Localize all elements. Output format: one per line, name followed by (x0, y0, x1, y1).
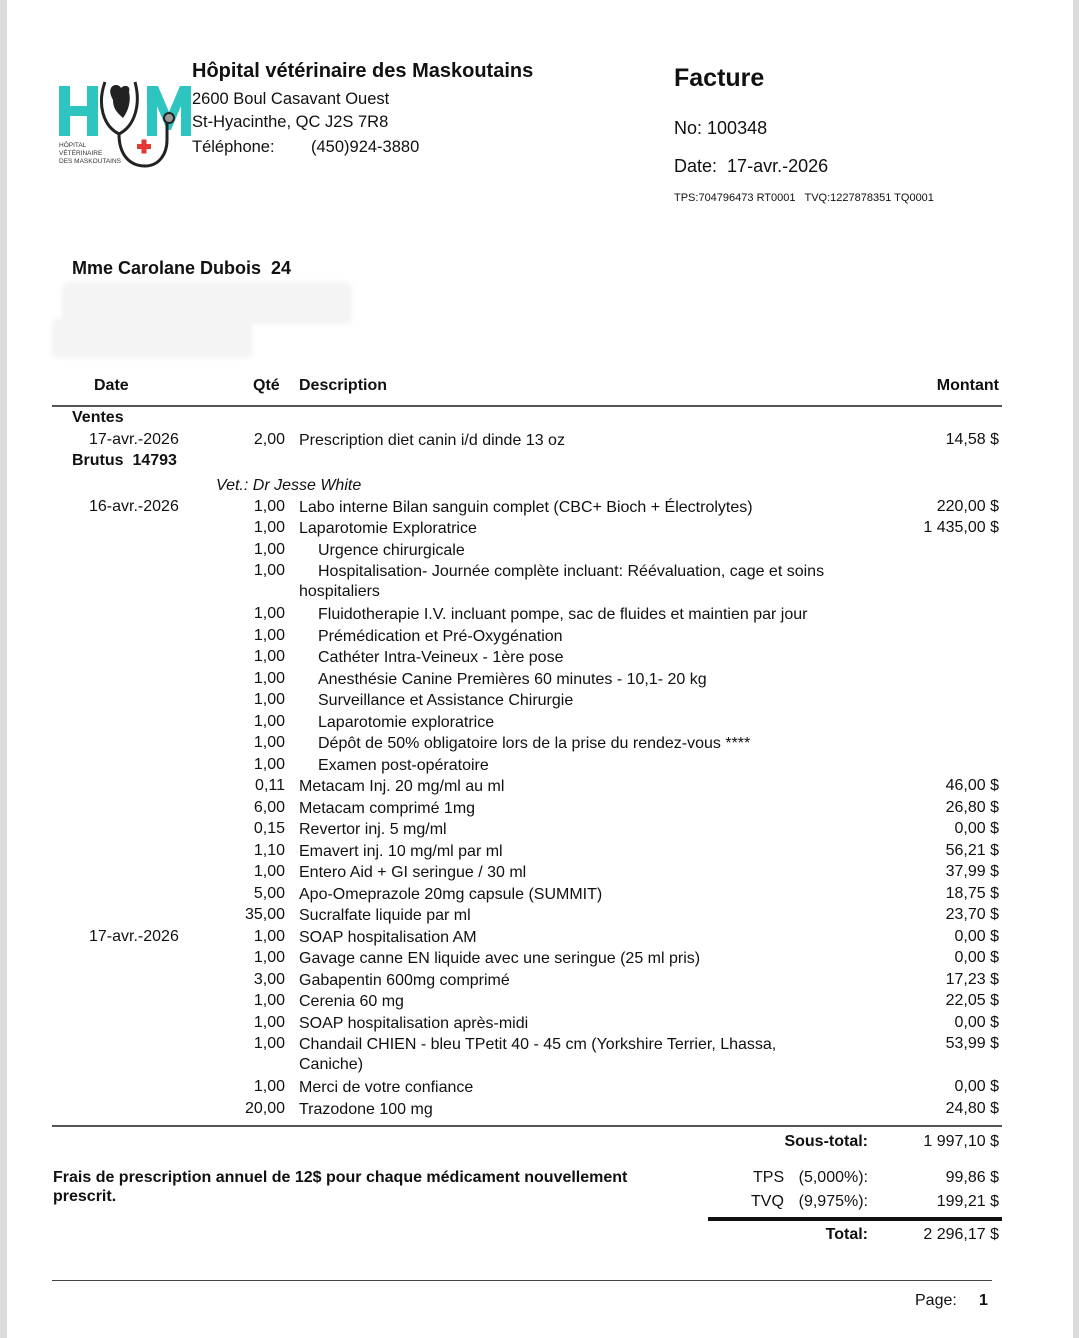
row-amount: 23,70 $ (945, 906, 999, 923)
page-label: Page: (915, 1292, 957, 1309)
row-date: 16-avr.-2026 (89, 497, 179, 515)
row-description: SOAP hospitalisation après-midi (299, 1014, 529, 1032)
row-qty: 1,00 (253, 992, 285, 1009)
tps-label: TPS (753, 1169, 785, 1186)
row-amount: 17,23 $ (945, 970, 999, 988)
total-label: Total: (825, 1226, 868, 1243)
row-amount: 18,75 $ (945, 884, 999, 902)
clinic-phone-label: Téléphone: (192, 138, 275, 156)
row-description: Prescription diet canin i/d dinde 13 oz (299, 431, 565, 449)
table-row (7, 1013, 1073, 1035)
tvq-rate: (9,975%): (798, 1193, 868, 1210)
row-qty: 1,00 (253, 691, 285, 708)
table-row (7, 518, 1073, 540)
footer-divider (52, 1280, 992, 1281)
tps-value: 99,86 $ (945, 1169, 999, 1186)
table-row (7, 540, 1073, 562)
hvm-logo-icon (57, 74, 197, 174)
table-row (7, 690, 1073, 712)
row-qty: 1,00 (253, 1078, 285, 1095)
patient-heading (7, 451, 1073, 473)
table-row (7, 733, 1073, 755)
row-qty: 2,00 (253, 430, 285, 448)
table-row (7, 669, 1073, 691)
row-amount: 53,99 $ (945, 1035, 999, 1052)
row-qty: 1,00 (253, 755, 285, 773)
invoice-title: Facture (674, 64, 765, 92)
table-row (7, 1034, 1073, 1077)
row-description: Metacam comprimé 1mg (299, 799, 476, 817)
tvq-label: TVQ (751, 1193, 784, 1210)
invoice-date-label: Date: (674, 156, 718, 176)
clinic-address-line2: St-Hyacinthe, QC J2S 7R8 (192, 113, 389, 131)
row-qty: 1,00 (253, 1013, 285, 1031)
row-qty: 1,00 (253, 540, 285, 558)
row-amount: 220,00 $ (936, 497, 999, 515)
invoice-lines (7, 408, 1073, 1120)
svg-text:DES MASKOUTAINS: DES MASKOUTAINS (59, 158, 122, 165)
row-description: Cathéter Intra-Veineux - 1ère pose (318, 649, 564, 666)
row-qty: 1,00 (253, 863, 285, 880)
row-description: Laparotomie exploratrice (318, 713, 495, 731)
table-row (7, 776, 1073, 798)
row-qty: 1,00 (253, 497, 285, 515)
row-date: 17-avr.-2026 (89, 430, 179, 448)
row-qty: 6,00 (253, 798, 285, 816)
row-description: Sucralfate liquide par ml (299, 907, 471, 924)
row-amount: 14,58 $ (945, 430, 999, 448)
table-row (7, 497, 1073, 519)
subtotal-value: 1 997,10 $ (923, 1133, 999, 1150)
row-description: Merci de votre confiance (299, 1079, 474, 1096)
row-description: Cerenia 60 mg (299, 993, 404, 1010)
table-row (7, 1077, 1073, 1099)
row-qty: 1,00 (253, 519, 285, 536)
row-date: 17-avr.-2026 (89, 927, 179, 945)
row-description: Surveillance et Assistance Chirurgie (318, 692, 574, 709)
section-heading-sales (7, 408, 1073, 430)
total-divider (708, 1217, 1002, 1221)
table-row (7, 905, 1073, 927)
page-number: 1 (979, 1292, 988, 1309)
table-row (7, 1099, 1073, 1121)
row-amount: 0,00 $ (954, 1013, 999, 1031)
tps-rate: (5,000%): (798, 1169, 868, 1186)
row-qty: 1,10 (253, 841, 285, 859)
row-description: Gabapentin 600mg comprimé (299, 971, 510, 989)
row-amount: 0,00 $ (954, 949, 999, 966)
column-header-description: Description (299, 377, 388, 394)
row-qty: 0,15 (253, 820, 285, 837)
row-description: Anesthésie Canine Premières 60 minutes - 10,1- 20 kg (318, 670, 707, 688)
table-row (7, 948, 1073, 970)
row-qty: 1,00 (253, 605, 285, 622)
row-qty: 1,00 (253, 949, 285, 966)
clinic-phone: (450)924-3880 (311, 138, 420, 156)
row-qty: 35,00 (244, 906, 285, 923)
row-qty: 1,00 (253, 562, 285, 579)
row-description: Laparotomie Exploratrice (299, 520, 477, 537)
row-description: Chandail CHIEN - bleu TPetit 40 - 45 cm (Yorkshire Terrier, Lhassa, Caniche) (299, 1036, 777, 1073)
row-description: SOAP hospitalisation AM (299, 928, 477, 946)
row-amount: 24,80 $ (945, 1099, 999, 1117)
clinic-address-line1: 2600 Boul Casavant Ouest (192, 90, 390, 108)
table-row (7, 991, 1073, 1013)
table-row (7, 626, 1073, 648)
row-description: Metacam Inj. 20 mg/ml au ml (299, 778, 505, 795)
header-divider (52, 405, 1002, 407)
invoice-number-value: 100348 (707, 118, 768, 138)
table-row (7, 819, 1073, 841)
subtotal-label: Sous-total: (784, 1133, 868, 1150)
clinic-logo (57, 74, 197, 174)
row-qty: 1,00 (253, 712, 285, 730)
column-header-amount: Montant (936, 377, 999, 394)
client-name: Mme Carolane Dubois 24 (72, 258, 292, 278)
row-qty: 1,00 (253, 626, 285, 644)
table-row (7, 927, 1073, 949)
patient-name: Brutus 14793 (72, 452, 177, 469)
row-qty: 1,00 (253, 927, 285, 945)
row-qty: 0,11 (255, 777, 285, 794)
prescription-fee-note: Frais de prescription annuel de 12$ pour chaque médicament nouvellement prescrit. (53, 1169, 628, 1205)
table-row (7, 712, 1073, 734)
invoice-page (7, 0, 1073, 1338)
row-qty: 1,00 (253, 1035, 285, 1052)
row-description: Emavert inj. 10 mg/ml par ml (299, 842, 503, 860)
row-amount: 56,21 $ (945, 841, 999, 859)
row-amount: 0,00 $ (954, 1078, 999, 1095)
invoice-number (674, 118, 767, 139)
row-description: Apo-Omeprazole 20mg capsule (SUMMIT) (299, 885, 603, 903)
table-row (7, 798, 1073, 820)
row-qty: 20,00 (244, 1099, 285, 1117)
row-qty: 1,00 (253, 669, 285, 687)
row-description: Urgence chirurgicale (318, 541, 465, 559)
row-description: Gavage canne EN liquide avec une seringue (25 ml pris) (299, 950, 701, 967)
row-description: Entero Aid + GI seringue / 30 ml (299, 864, 527, 881)
tvq-value: 199,21 $ (936, 1193, 999, 1210)
row-amount: 0,00 $ (954, 927, 999, 945)
section-label: Ventes (72, 409, 124, 426)
table-row (7, 862, 1073, 884)
row-amount: 0,00 $ (954, 820, 999, 837)
row-amount: 37,99 $ (945, 863, 999, 880)
row-qty: 5,00 (253, 884, 285, 902)
row-amount: 22,05 $ (945, 992, 999, 1009)
row-amount: 1 435,00 $ (923, 519, 999, 536)
table-row (7, 970, 1073, 992)
row-amount: 26,80 $ (945, 798, 999, 816)
svg-text:HÔPITAL: HÔPITAL (59, 142, 87, 149)
row-description: Hospitalisation- Journée complète incluant: Réévaluation, cage et soins hospitaliers (299, 563, 825, 600)
clinic-name: Hôpital vétérinaire des Maskoutains (192, 60, 534, 82)
invoice-number-label: No: (674, 118, 703, 138)
invoice-date (674, 156, 828, 177)
row-description: Labo interne Bilan sanguin complet (CBC+ Bioch + Électrolytes) (299, 498, 753, 516)
table-row (7, 604, 1073, 626)
row-description: Examen post-opératoire (318, 756, 489, 774)
column-header-date: Date (94, 377, 129, 394)
table-row (7, 884, 1073, 906)
invoice-date-value: 17-avr.-2026 (727, 156, 829, 176)
svg-text:VÉTÉRINAIRE: VÉTÉRINAIRE (59, 150, 103, 157)
table-row (7, 647, 1073, 669)
row-amount: 46,00 $ (945, 777, 999, 794)
column-header-qty: Qté (253, 377, 280, 394)
table-row (7, 561, 1073, 604)
vet-name: Vet.: Dr Jesse White (216, 476, 362, 494)
row-qty: 1,00 (253, 648, 285, 665)
row-qty: 1,00 (253, 734, 285, 751)
row-description: Dépôt de 50% obligatoire lors de la prise du rendez-vous **** (318, 735, 751, 752)
row-description: Trazodone 100 mg (299, 1100, 433, 1118)
row-description: Revertor inj. 5 mg/ml (299, 821, 447, 838)
row-qty: 3,00 (253, 970, 285, 988)
row-description: Fluidotherapie I.V. incluant pompe, sac de fluides et maintien par jour (318, 606, 808, 623)
redacted-address-2 (52, 318, 252, 358)
vet-heading (7, 473, 1073, 497)
table-row (7, 430, 1073, 452)
total-value: 2 296,17 $ (923, 1226, 999, 1243)
tax-registration-ids: TPS:704796473 RT0001 TVQ:1227878351 TQ0001 (674, 192, 934, 204)
table-row (7, 755, 1073, 777)
lines-end-divider (52, 1125, 1002, 1127)
row-description: Prémédication et Pré-Oxygénation (318, 627, 563, 645)
table-row (7, 841, 1073, 863)
